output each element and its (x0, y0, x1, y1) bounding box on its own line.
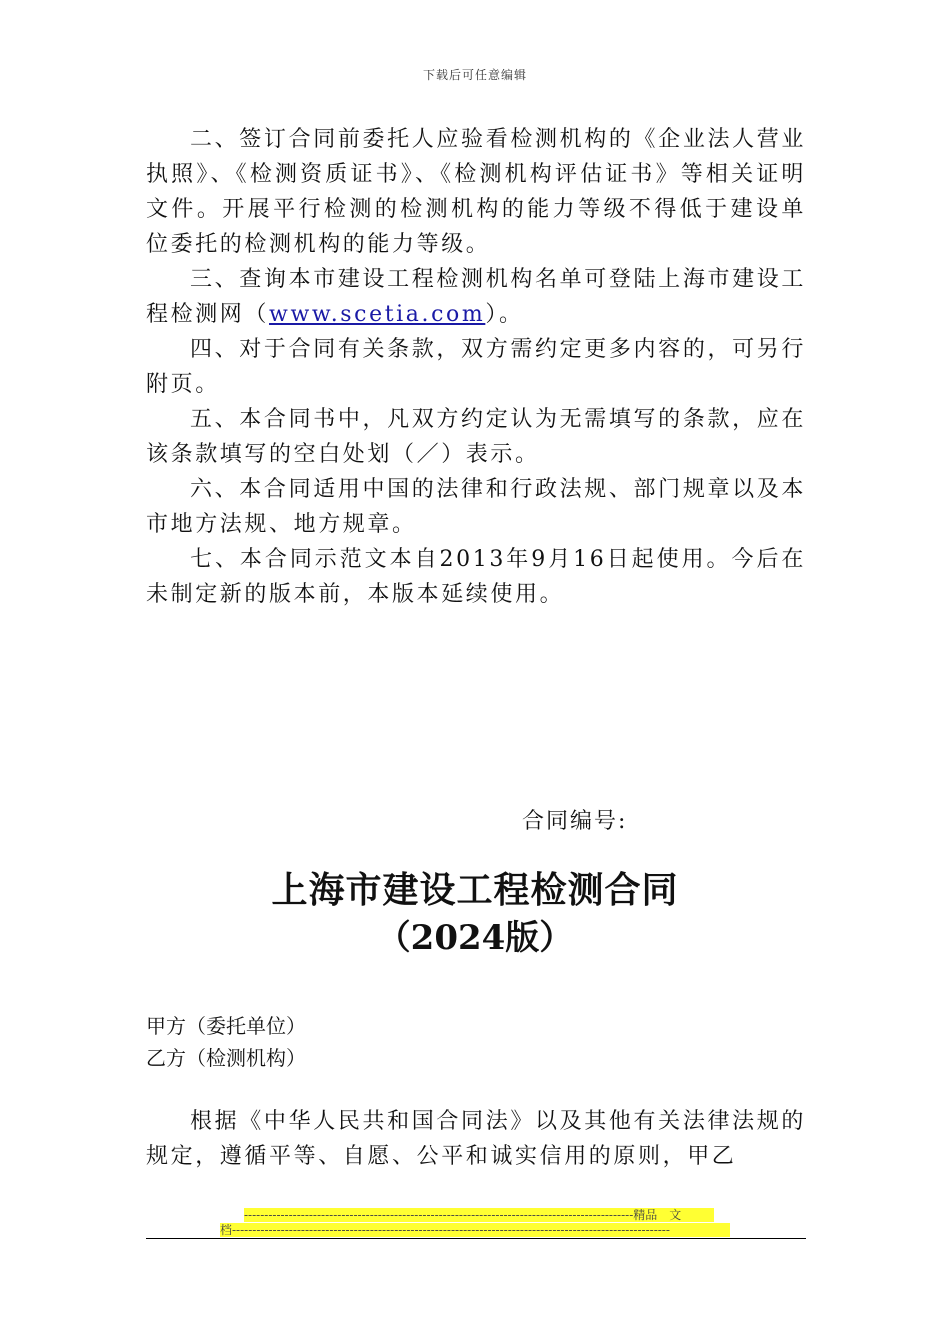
instructions-section (146, 122, 806, 612)
contract-body (146, 1104, 806, 1174)
note-3 (146, 262, 806, 332)
footer-rule (146, 1238, 806, 1239)
preamble-paragraph: 根据《中华人民共和国合同法》以及其他有关法律法规的规定，遵循平等、自愿、公平和诚实信用的原则，甲乙 (146, 1109, 806, 1169)
contract-title: 上海市建设工程检测合同 (271, 869, 679, 911)
note-3-suffix: ）。 (485, 302, 524, 327)
footer-watermark-line-1: ------------------------------------------------------------------------------------------------精品 文 (244, 1208, 714, 1222)
note-7: 七、本合同示范文本自2013年9月16日起使用。今后在未制定新的版本前，本版本延续使用。 (146, 547, 806, 607)
contract-version: （2024版） (376, 918, 574, 958)
note-2: 二、签订合同前委托人应验看检测机构的《企业法人营业执照》、《检测资质证书》、《检测机构评估证书》等相关证明文件。开展平行检测的检测机构的能力等级不得低于建设单位委托的检测机构的能力等级。 (146, 127, 806, 257)
footer-watermark-line-2: 档------------------------------------------------------------------------------------------------------------ (220, 1223, 730, 1237)
note-4: 四、对于合同有关条款，双方需约定更多内容的，可另行附页。 (146, 337, 806, 397)
scetia-link[interactable]: www.scetia.com (269, 302, 486, 327)
note-3-text: 三、查询本市建设工程检测机构名单可登陆上海市建设工程检测网（ (146, 267, 806, 327)
party-b-label: 乙方（检测机构） (146, 1046, 306, 1070)
contract-number-label: 合同编号: (522, 809, 628, 834)
party-a-label: 甲方（委托单位） (146, 1014, 306, 1038)
note-6: 六、本合同适用中国的法律和行政法规、部门规章以及本市地方法规、地方规章。 (146, 477, 806, 537)
header-note: 下载后可任意编辑 (422, 68, 527, 82)
note-5: 五、本合同书中，凡双方约定认为无需填写的条款，应在该条款填写的空白处划（／）表示。 (146, 407, 806, 467)
